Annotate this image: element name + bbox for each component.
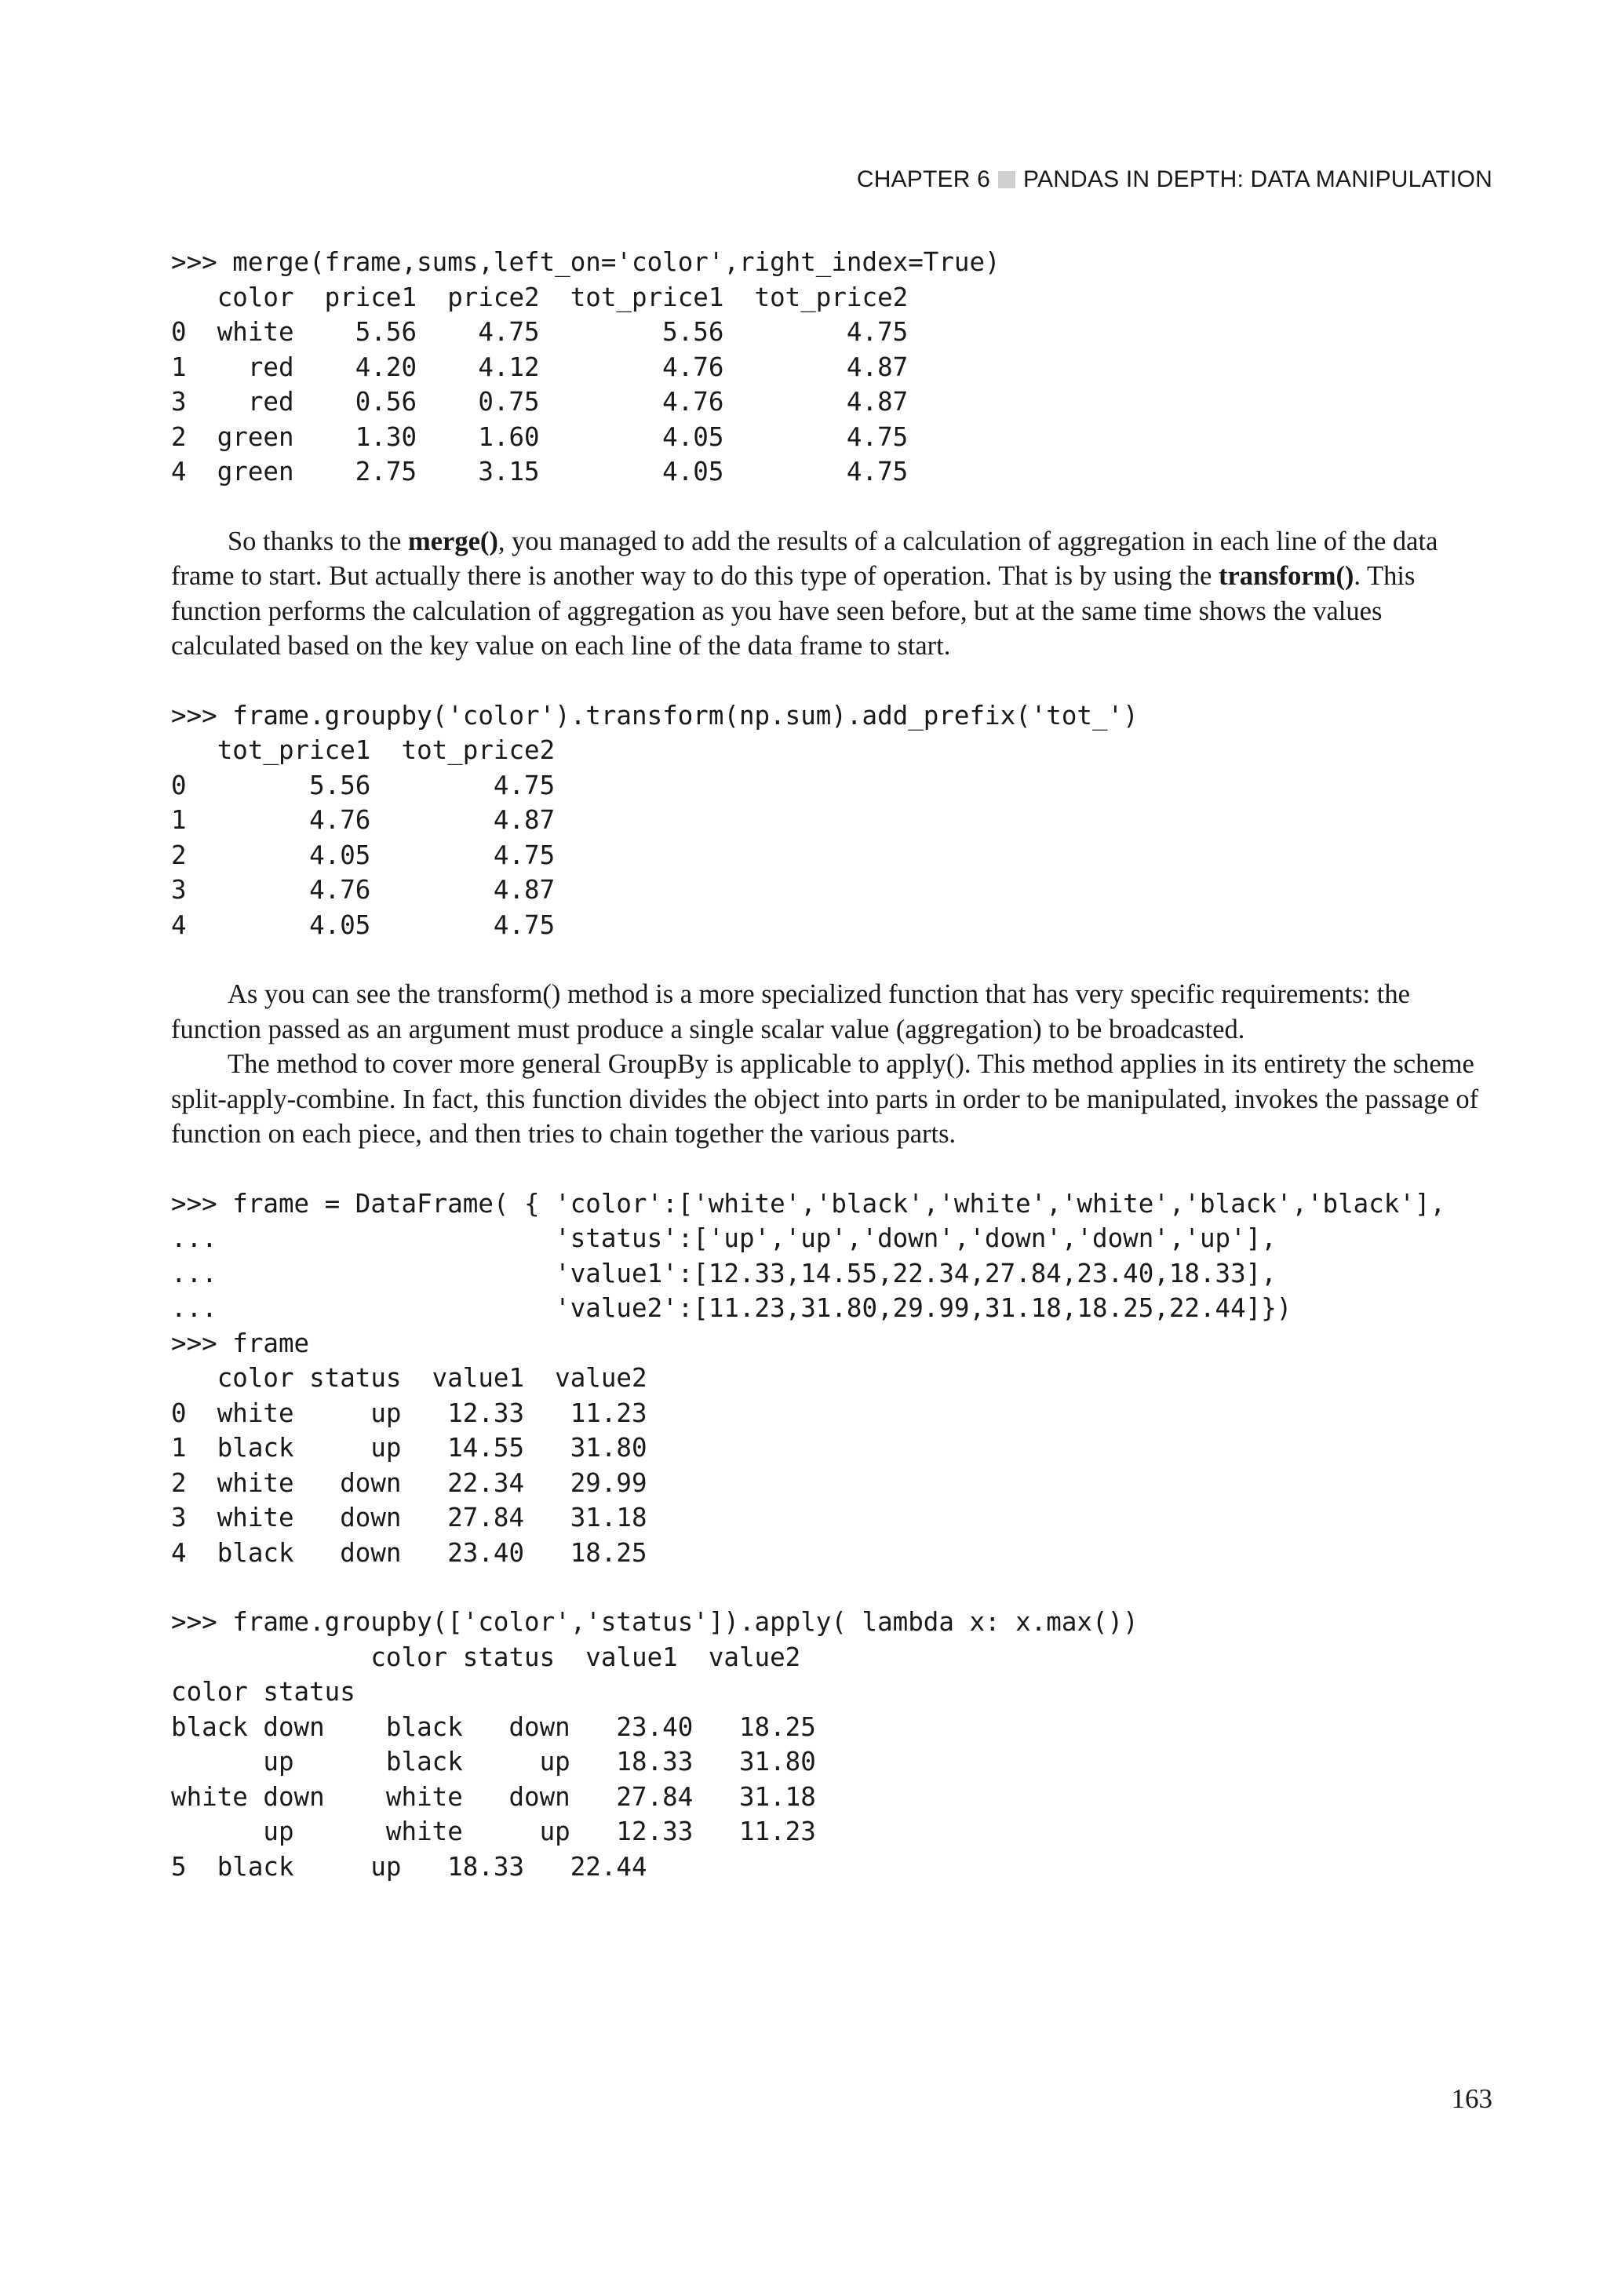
code-block-dataframe: >>> frame = DataFrame( { 'color':['white','black','white','white','black','black'], ... 'status':['up','up','down','down','down','up'], ... 'value1':[12.33,14.55,22.34,27.84,23.40,18.33], ... 'value2':[11.23,31.80,29.99,31.18,18.25,22.44]}) >>> frame color status value1 value2 0 white up 12.33 11.23 1 black up 14.55 31.80 2 white down 22.34 29.99 3 white down 27.84 31.18 4 black down 23.40 18.25 [171, 1188, 1446, 1568]
prose-block-apply [171, 977, 1489, 1152]
running-header [857, 166, 1492, 193]
code-block-groupby-apply: >>> frame.groupby(['color','status']).apply( lambda x: x.max()) color status value1 value2 color status black down black down 23.40 18.25 up black up 18.33 31.80 white down white down 27.84 31.18 up white up 12.33 11.23 5 black up 18.33 22.44 [171, 1607, 1139, 1882]
page-number: 163 [1451, 2083, 1492, 2114]
paragraph-apply-explanation: The method to cover more general GroupBy is applicable to apply(). This method applies in its entirety the scheme split-apply-combine. In fact, this function divides the object into parts in order to be manipulated, invokes the passage of function on each piece, and then tries to chain together the various parts. [171, 1049, 1479, 1149]
chapter-label: CHAPTER 6 [856, 166, 990, 192]
code-block-transform: >>> frame.groupby('color').transform(np.sum).add_prefix('tot_') tot_price1 tot_price2 0 5.56 4.75 1 4.76 4.87 2 4.05 4.75 3 4.76 4.87 4 4.05 4.75 [171, 700, 1139, 940]
code-block-merge: >>> merge(frame,sums,left_on='color',right_index=True) color price1 price2 tot_price1 tot_price2 0 white 5.56 4.75 5.56 4.75 1 red 4.20 4.12 4.76 4.87 3 red 0.56 0.75 4.76 4.87 2 green 1.30 1.60 4.05 4.75 4 green 2.75 3.15 4.05 4.75 [171, 247, 1000, 487]
paragraph-merge-explanation: So thanks to the merge(), you managed to add the results of a calculation of aggregation in each line of the data frame to start. But actually there is another way to do this type of operation. That is by using the transform(). This function performs the calculation of aggregation as you have seen before, but at the same time shows the values calculated based on the key value on each line of the data frame to start. [171, 526, 1438, 661]
code-term-transform: transform() [1218, 561, 1354, 591]
code-term-merge: merge() [408, 526, 498, 556]
paragraph-transform-note: As you can see the transform() method is a more specialized function that has very specific requirements: the function passed as an argument must produce a single scalar value (aggregation) to be broadcasted. [171, 979, 1410, 1044]
chapter-title: PANDAS IN DEPTH: DATA MANIPULATION [1023, 166, 1492, 192]
page-content [171, 245, 1489, 1884]
separator-square-icon [998, 171, 1015, 188]
